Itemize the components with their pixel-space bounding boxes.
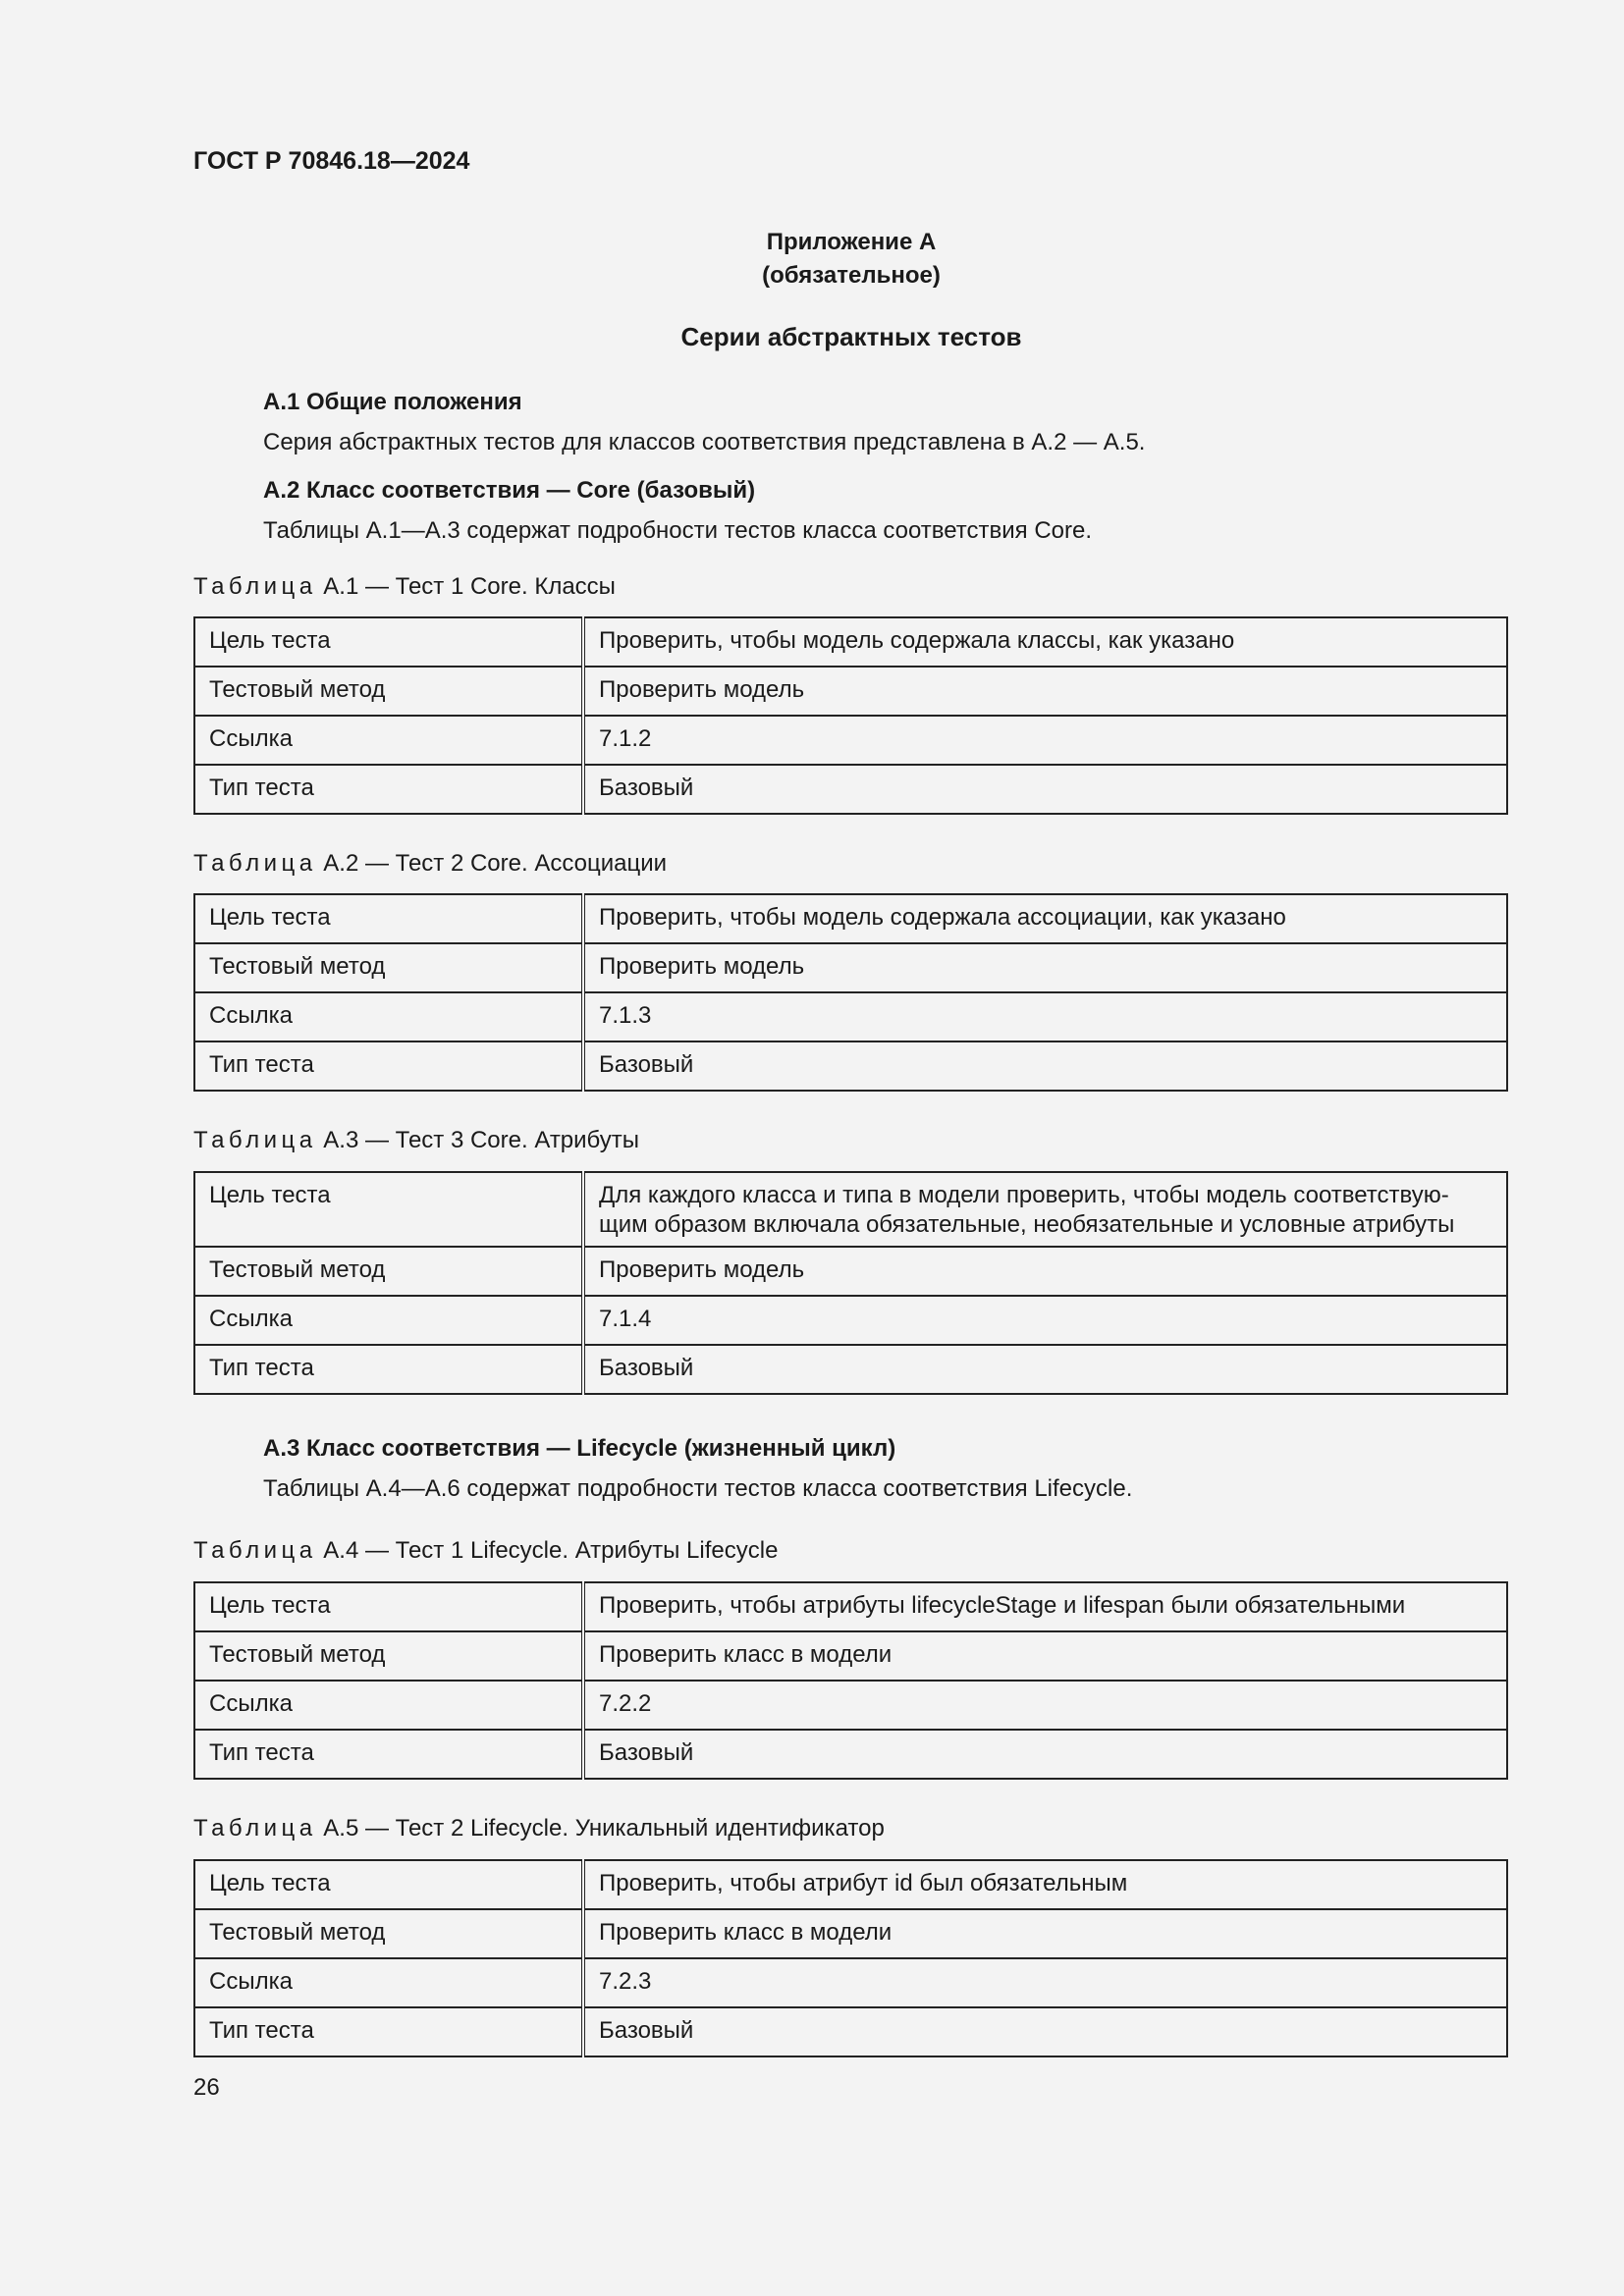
table-row [194, 1345, 1507, 1394]
table-cell-value: Для каждого класса и типа в модели проверить, чтобы модель соответствую-щим образом включала обязательные, необязательные и условные атрибуты [583, 1172, 1507, 1247]
table-caption-text: А.5 — Тест 2 Lifecycle. Уникальный идентификатор [323, 1815, 885, 1842]
table-row [194, 1631, 1507, 1681]
table-cell-value: Проверить, чтобы модель содержала ассоциации, как указано [583, 894, 1507, 943]
table-cell-label: Тип теста [194, 765, 583, 814]
page-number: 26 [193, 2074, 220, 2101]
table-cell-value: Проверить, чтобы атрибут id был обязательным [583, 1860, 1507, 1909]
paragraph-a1: Серия абстрактных тестов для классов соответствия представлена в А.2 — А.5. [263, 429, 1146, 455]
table-caption [193, 1127, 639, 1154]
table-cell-value: Проверить модель [583, 1247, 1507, 1296]
table-caption-text: А.1 — Тест 1 Core. Классы [323, 573, 616, 600]
table-cell-label: Тестовый метод [194, 667, 583, 716]
test-table-a5 [193, 1859, 1508, 2057]
table-cell-label: Ссылка [194, 1958, 583, 2007]
table-cell-value: 7.1.3 [583, 992, 1507, 1041]
table-cell-label: Ссылка [194, 992, 583, 1041]
table-caption-label: Таблица [193, 573, 317, 600]
table-caption [193, 850, 667, 878]
table-caption [193, 573, 616, 601]
table-row [194, 1582, 1507, 1631]
table-cell-label: Цель теста [194, 1172, 583, 1247]
table-row [194, 1247, 1507, 1296]
table-cell-label: Цель теста [194, 617, 583, 667]
test-table-a2 [193, 893, 1508, 1092]
table-row [194, 617, 1507, 667]
table-cell-value: 7.2.3 [583, 1958, 1507, 2007]
table-row [194, 1909, 1507, 1958]
table-caption-label: Таблица [193, 1127, 317, 1153]
table-cell-label: Цель теста [194, 1582, 583, 1631]
paragraph-a3: Таблицы А.4—А.6 содержат подробности тестов класса соответствия Lifecycle. [263, 1475, 1133, 1502]
table-caption-label: Таблица [193, 1537, 317, 1564]
test-table-a3 [193, 1171, 1508, 1395]
table-caption-text: А.4 — Тест 1 Lifecycle. Атрибуты Lifecycle [323, 1537, 779, 1564]
table-cell-value: Проверить, чтобы атрибуты lifecycleStage и lifespan были обязательными [583, 1582, 1507, 1631]
table-cell-value: Проверить, чтобы модель содержала классы, как указано [583, 617, 1507, 667]
table-row [194, 765, 1507, 814]
table-cell-label: Тип теста [194, 2007, 583, 2056]
table-cell-label: Цель теста [194, 1860, 583, 1909]
heading-a3: А.3 Класс соответствия — Lifecycle (жизненный цикл) [263, 1435, 896, 1462]
table-row [194, 1730, 1507, 1779]
table-row [194, 1041, 1507, 1091]
table-row [194, 1958, 1507, 2007]
table-row [194, 667, 1507, 716]
table-row [194, 992, 1507, 1041]
table-cell-label: Тестовый метод [194, 1247, 583, 1296]
table-caption [193, 1537, 778, 1565]
heading-a2: А.2 Класс соответствия — Core (базовый) [263, 477, 756, 504]
appendix-title: Приложение А [766, 229, 937, 255]
test-table-a1 [193, 616, 1508, 815]
table-cell-value: 7.1.2 [583, 716, 1507, 765]
appendix-subtitle: (обязательное) [762, 262, 941, 289]
table-cell-value: 7.1.4 [583, 1296, 1507, 1345]
table-cell-label: Тестовый метод [194, 1909, 583, 1958]
table-cell-label: Тип теста [194, 1345, 583, 1394]
table-caption-label: Таблица [193, 1815, 317, 1842]
table-cell-label: Цель теста [194, 894, 583, 943]
paragraph-a2: Таблицы А.1—А.3 содержат подробности тестов класса соответствия Core. [263, 517, 1093, 544]
table-row [194, 1681, 1507, 1730]
table-row [194, 2007, 1507, 2056]
table-caption-label: Таблица [193, 850, 317, 877]
table-row [194, 894, 1507, 943]
table-caption-text: А.3 — Тест 3 Core. Атрибуты [323, 1127, 640, 1153]
table-cell-value: Базовый [583, 1041, 1507, 1091]
test-table-a4 [193, 1581, 1508, 1780]
document-code: ГОСТ Р 70846.18—2024 [193, 147, 470, 175]
table-cell-value: Базовый [583, 1730, 1507, 1779]
table-row [194, 1860, 1507, 1909]
table-cell-value: Проверить модель [583, 667, 1507, 716]
table-caption-text: А.2 — Тест 2 Core. Ассоциации [323, 850, 668, 877]
appendix-heading [0, 226, 1624, 293]
table-cell-value: Проверить класс в модели [583, 1631, 1507, 1681]
table-caption [193, 1815, 885, 1842]
table-row [194, 716, 1507, 765]
table-cell-label: Тип теста [194, 1041, 583, 1091]
heading-a1: А.1 Общие положения [263, 389, 522, 415]
table-cell-value: Проверить класс в модели [583, 1909, 1507, 1958]
table-cell-label: Тестовый метод [194, 943, 583, 992]
section-title: Серии абстрактных тестов [680, 322, 1022, 351]
table-cell-value: Базовый [583, 1345, 1507, 1394]
table-cell-value: Базовый [583, 2007, 1507, 2056]
table-cell-label: Тип теста [194, 1730, 583, 1779]
table-cell-label: Ссылка [194, 1681, 583, 1730]
table-cell-label: Тестовый метод [194, 1631, 583, 1681]
table-cell-value: Базовый [583, 765, 1507, 814]
table-row [194, 1296, 1507, 1345]
table-row [194, 943, 1507, 992]
table-cell-value: 7.2.2 [583, 1681, 1507, 1730]
table-cell-value: Проверить модель [583, 943, 1507, 992]
table-row [194, 1172, 1507, 1247]
table-cell-label: Ссылка [194, 1296, 583, 1345]
table-cell-label: Ссылка [194, 716, 583, 765]
